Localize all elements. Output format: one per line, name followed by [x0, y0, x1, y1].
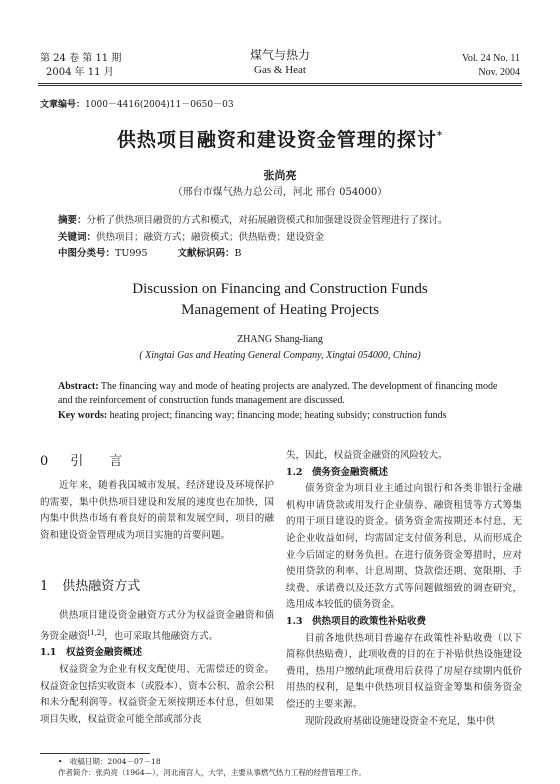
title-en-line1: Discussion on Financing and Construction Funds: [132, 281, 428, 297]
title-footnote-mark: *: [436, 130, 444, 142]
article-number: [40, 97, 234, 110]
keywords-en: [58, 410, 508, 421]
affiliation-en: ( Xingtai Gas and Heating General Company, Xingtai 054000, China): [139, 350, 421, 361]
article-number-value: 1000－4416(2004)11－0650－03: [85, 100, 234, 110]
abstract-cn: [58, 213, 508, 228]
classification-value: TU995: [115, 248, 148, 259]
subsection-1-2-text: 债务资金为项目业主通过向银行和各类非银行金融机构申请贷款或用发行企业债券、融资租赁等方式筹集的用于项目建设的资金。债务资金需按期还本付息，无论企业收益如何，均需固定支付债务利息，从而形成企业今后固定的财务负担。在进行债务资金筹措时，应对使用贷款的利率、计息周期、贷款偿还期、宽限期、手续费、承诺费以及还款方式等问题做细致的调查研究，选用成本较低的债务资金。: [286, 483, 522, 611]
classification-line: [58, 245, 508, 259]
title-en-line2: Management of Heating Projects: [181, 302, 379, 318]
section-1-title: 供热融资方式: [62, 579, 141, 594]
subsection-1-2-heading: 1.2 债务资金融资概述: [286, 466, 389, 478]
keywords-cn: [58, 229, 508, 243]
journal-name-cn: 煤气与热力: [249, 48, 310, 62]
intro-text: 近年来，随着我国城市发展、经济建设及环境保护的需要，集中供热项目建设和发展的速度也在加快，国内集中供热市场有着良好的前景和发展空间，项目的融资和建设资金管理成为项目实施的首要问题。: [40, 480, 274, 541]
abstract-cn-label: 摘要：: [58, 215, 87, 226]
subsection-1-1-text: 权益资金为企业有权支配使用、无需偿还的资金。权益资金包括实收资本（或股本）、资本公积、盈余公积和未分配利润等。权益资金无须按期还本付息，但如果项目失败，权益资金可能全部或部分丧: [40, 663, 274, 725]
abstract-en-text: The financing way and mode of heating projects are analyzed. The development of financing mode and the reinforcement of construction funds management are discussed.: [58, 381, 498, 406]
header-rule: [38, 83, 522, 84]
keywords-en-label: Key words:: [58, 410, 108, 421]
intro-paragraph: [40, 478, 274, 544]
abstract-en: [58, 380, 508, 408]
title-text: 供热项目融资和建设资金管理的探讨: [116, 129, 437, 151]
footnote-received: [58, 756, 161, 767]
keywords-cn-label: 关键词：: [58, 232, 97, 243]
article-title-cn: [0, 125, 560, 152]
section-0-heading: [40, 450, 122, 469]
section-0-title: 引 言: [70, 454, 123, 469]
right-col-last-line: 现阶段政府基础设施建设资金不充足，集中供: [305, 715, 496, 727]
keywords-cn-text: 供热项目；融资方式；融资模式；供热贴费；建设资金: [96, 232, 325, 243]
keywords-en-text: heating project; financing way; financing mode; heating subsidy; construction funds: [107, 410, 447, 421]
author-cn: 张尚亮: [263, 169, 297, 182]
subsection-1-3-text: 目前各地供热项目普遍存在政策性补贴收费（以下简称供热贴费），此项收费的目的在于补贴供热设施建设费用，热用户缴纳此项费用后获得了房屋存续期内低价用热的权利，是集中供热项目权益资金筹集和债务资金偿还的主要来源。: [286, 632, 522, 710]
header-volume-en: [462, 52, 520, 80]
section-1-text-a: 供热项目建设资金融资方式分为权益资金融资和债务资金融资: [40, 610, 274, 642]
footnote-received-text: 收稿日期：2004－07－18: [69, 757, 161, 766]
date-cn: 2004 年 11 月: [46, 67, 114, 78]
affiliation-cn: （邢台市煤气热力总公司，河北 邢台 054000）: [172, 187, 388, 198]
subsection-1-1-heading: 1.1 权益资金融资概述: [40, 647, 143, 659]
doc-code-value: B: [234, 248, 242, 259]
author-en: ZHANG Shang-liang: [237, 334, 323, 345]
doc-code-label: 文献标识码：: [177, 248, 235, 259]
header-rule-2: [38, 85, 522, 86]
section-1-number: 1: [40, 579, 49, 594]
section-1-paragraph: [40, 608, 274, 645]
citation-ref: [1,2]: [87, 628, 105, 637]
section-1-heading: [40, 575, 140, 594]
volume-issue-en: Vol. 24 No. 11: [461, 53, 520, 64]
section-1-body: [40, 608, 274, 728]
abstract-cn-text: 分析了供热项目融资的方式和模式，对拓展融资模式和加强建设资金管理进行了探讨。: [86, 215, 448, 226]
volume-issue-cn: 第 24 卷 第 11 期: [40, 53, 122, 64]
abstract-en-label: Abstract:: [58, 381, 99, 392]
right-col-continuation: 失，因此，权益资金融资的风险较大。: [286, 450, 448, 461]
right-column: [286, 448, 522, 730]
footnote-rule: [40, 753, 150, 754]
article-title-en: [0, 279, 560, 321]
article-number-label: 文章编号：: [40, 100, 86, 110]
subsection-1-3-heading: 1.3 供热项目的政策性补贴收费: [286, 615, 427, 627]
section-1-text-b: ，也可采取其他融资方式。: [104, 630, 219, 642]
footnote-bullet: •: [58, 757, 70, 766]
date-en: Nov. 2004: [478, 67, 520, 78]
journal-name-en: Gas & Heat: [254, 64, 306, 76]
footnote-bio: 作者简介：张尚亮（1964—），河北南宫人，大学，主要从事燃气热力工程的经营管理工作。: [58, 768, 366, 777]
section-0-number: 0: [40, 454, 49, 469]
classification-label: 中图分类号：: [58, 248, 116, 259]
